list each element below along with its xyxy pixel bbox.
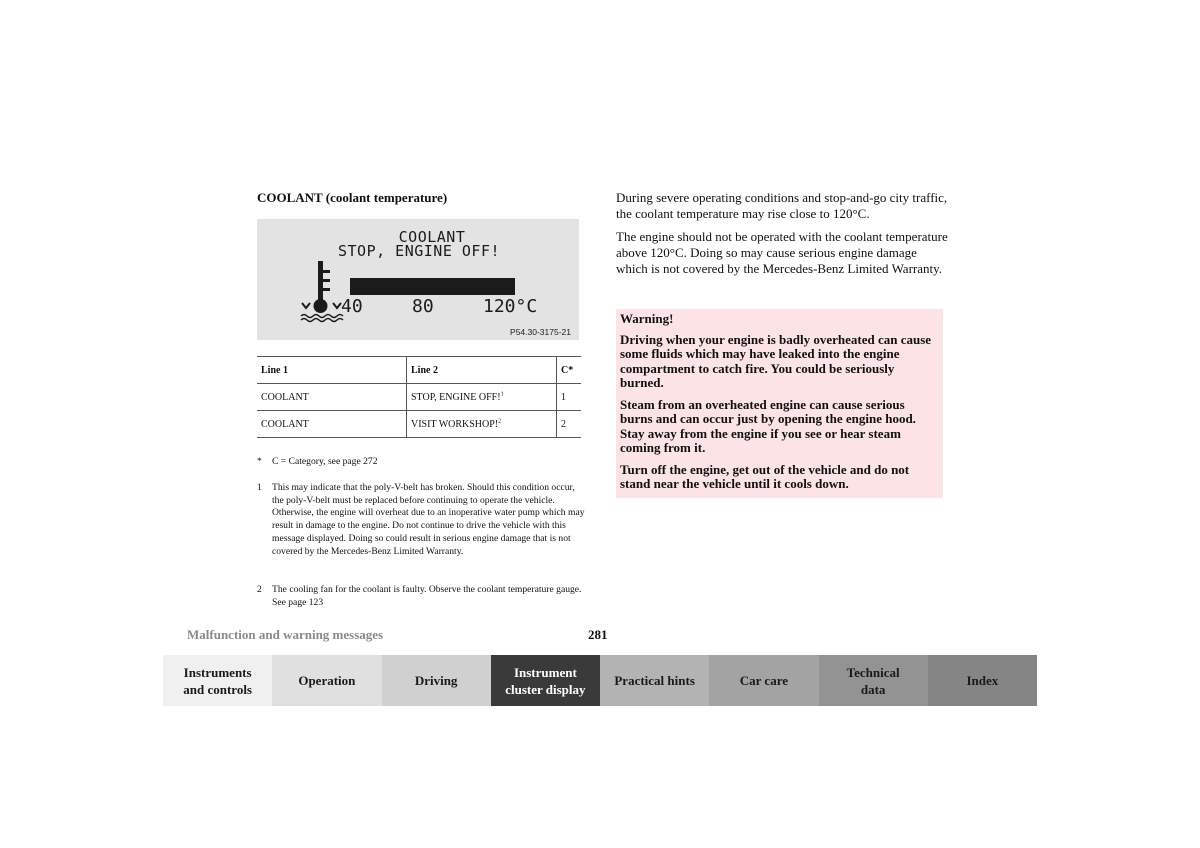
gauge-label-40: 40 — [341, 296, 363, 317]
nav-tab-label: Practical hints — [614, 673, 695, 688]
footnote-ref: 1 — [500, 391, 504, 398]
table-cell-category: 2 — [557, 411, 582, 438]
display-line-1: COOLANT — [398, 228, 466, 246]
table-cell-line2 — [407, 384, 557, 411]
table-cell-category: 1 — [557, 384, 582, 411]
footnote-category — [257, 456, 378, 469]
chapter-nav — [163, 655, 1037, 706]
section-title: COOLANT (coolant temperature) — [257, 190, 448, 205]
nav-tab-label: Technical data — [846, 664, 900, 697]
gauge-label-120: 120°C — [483, 296, 538, 317]
nav-tab-label: Index — [966, 673, 999, 688]
nav-tab-driving[interactable] — [382, 655, 491, 706]
nav-tab-instruments-and-controls[interactable] — [163, 655, 272, 706]
gauge-bar-fill — [352, 280, 513, 293]
nav-tab-car-care[interactable] — [709, 655, 818, 706]
table-cell-line1: COOLANT — [257, 384, 407, 411]
message-table — [257, 356, 581, 438]
table-row — [257, 384, 581, 411]
warning-box — [616, 309, 943, 498]
display-line-2: STOP, ENGINE OFF! — [337, 242, 501, 260]
nav-tab-label: Instrument cluster display — [505, 664, 586, 697]
footnote-text: The cooling fan for the coolant is faulty. Observe the coolant temperature gauge. See page 123 — [272, 584, 582, 608]
table-row — [257, 411, 581, 438]
nav-tab-operation[interactable] — [272, 655, 381, 706]
figure-reference-code: P54.30-3175-21 — [510, 327, 571, 337]
table-cell-line1: COOLANT — [257, 411, 407, 438]
footnote-mark: 1 — [257, 482, 262, 493]
footer-section-title: Malfunction and warning messages — [187, 627, 384, 642]
footnote-mark: * — [257, 456, 262, 467]
table-cell-line2 — [407, 411, 557, 438]
header-line-2: Line 2 — [407, 357, 557, 384]
nav-tab-label: Operation — [298, 673, 356, 688]
nav-tab-practical-hints[interactable] — [600, 655, 709, 706]
nav-tab-technical-data[interactable] — [819, 655, 928, 706]
footnote-ref: 2 — [498, 418, 502, 425]
warning-paragraph: Steam from an overheated engine can cause serious burns and can occur just by opening the engine hood. Stay away from the engine if you see or hear steam coming from it. — [620, 396, 916, 455]
body-paragraph-1: During severe operating conditions and stop-and-go city traffic, the coolant temperature may rise close to 120°C. — [616, 190, 948, 221]
coolant-thermometer-icon — [301, 261, 343, 322]
gauge-label-80: 80 — [412, 296, 434, 317]
page-number: 281 — [588, 627, 608, 642]
warning-title: Warning! — [620, 311, 674, 326]
nav-tab-instrument-cluster-display[interactable] — [491, 655, 600, 706]
table-header-row — [257, 357, 581, 384]
warning-paragraph: Driving when your engine is badly overheated can cause some fluids which may have leaked into the engine compartment to catch fire. You could be seriously burned. — [620, 331, 932, 390]
header-line-1: Line 1 — [257, 357, 407, 384]
nav-tab-label: Driving — [414, 673, 458, 688]
nav-tab-label: Instruments and controls — [183, 664, 252, 697]
header-category: C* — [557, 357, 582, 384]
table-cell-line2-text: VISIT WORKSHOP! — [411, 418, 499, 430]
nav-tab-index[interactable] — [928, 655, 1037, 706]
body-paragraph-2: The engine should not be operated with the coolant temperature above 120°C. Doing so may cause serious engine damage which is not covered by the Mercedes-Benz Limited Warranty. — [616, 229, 948, 276]
table-cell-line2-text: STOP, ENGINE OFF! — [411, 391, 501, 403]
footnote-text: C = Category, see page 272 — [272, 456, 378, 467]
footnote-mark: 2 — [257, 584, 262, 595]
instrument-display — [257, 219, 579, 340]
warning-paragraph: Turn off the engine, get out of the vehicle and do not stand near the vehicle until it cools down. — [620, 461, 910, 491]
footnote-2 — [257, 584, 587, 609]
nav-tab-label: Car care — [739, 673, 788, 688]
footnote-text: This may indicate that the poly-V-belt has broken. Should this condition occur, the poly-V-belt must be replaced before continuing to operate the vehicle. Otherwise, the engine will overheat due to an inoperative water pump which may result in damage to the engine. Do not continue to drive the vehicle with this message displayed. Doing so could result in serious engine damage that is not covered by the Mercedes-Benz Limited Warranty. — [272, 482, 585, 557]
coolant-gauge — [257, 219, 579, 340]
footnote-1 — [257, 482, 587, 558]
